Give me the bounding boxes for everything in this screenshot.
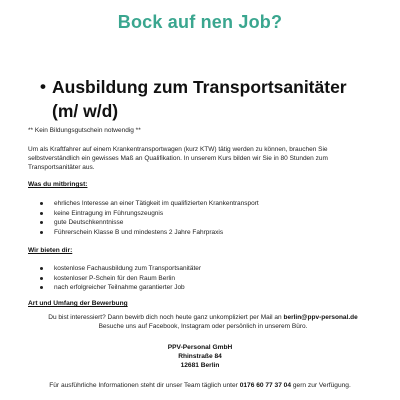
list-item: kostenloser P-Schein für den Raum Berlin [40, 274, 370, 284]
application-title: Art und Umfang der Bewerbung [28, 300, 128, 307]
social-line: Besuche uns auf Facebook, Instagram oder persönlich in unserem Büro. [98, 323, 308, 330]
bullet-icon [40, 267, 43, 270]
list-item: ehrliches Interesse an einer Tätigkeit im qualifizierten Krankentransport [40, 199, 370, 209]
bullet-icon [40, 231, 43, 234]
phone-number[interactable]: 0176 60 77 37 04 [239, 382, 292, 389]
company-city: 12681 Berlin [180, 362, 220, 369]
list-item: gute Deutschkenntnisse [40, 218, 370, 228]
requirements-title: Was du mitbringst: [28, 181, 88, 188]
headline: Bock auf nen Job? [117, 12, 283, 32]
job-title [40, 75, 375, 123]
bullet-icon [40, 277, 43, 280]
list-item: keine Eintragung im Führungszeugnis [40, 209, 370, 219]
requirements-list [40, 199, 370, 237]
bullet-icon [40, 202, 43, 205]
bullet-icon [40, 212, 43, 215]
funding-note: ** Kein Bildungsgutschein notwendig ** [28, 127, 141, 134]
company-address [0, 343, 400, 370]
list-item: kostenlose Fachausbildung zum Transportsanitäter [40, 264, 370, 274]
offers-title: Wir bieten dir: [28, 247, 73, 254]
offers-list [40, 264, 370, 293]
company-name: PPV-Personal GmbH [167, 344, 233, 351]
intro-paragraph: Um als Kraftfahrer auf einem Krankentransportwagen (kurz KTW) tätig werden zu können, brauchen Sie selbstverständlich ein gewisses Maß an Qualifikation. In unserem Kurs bilden wir Sie in 80 Stunden zum Transportsanitäter aus. [28, 146, 328, 171]
list-item: nach erfolgreicher Teilnahme garantierter Job [40, 283, 370, 293]
bullet-icon [40, 221, 43, 224]
job-title-text: Ausbildung zum Transportsanitäter (m/ w/d) [52, 77, 347, 121]
bullet-icon [40, 286, 43, 289]
list-item: Führerschein Klasse B und mindestens 2 Jahre Fahrpraxis [40, 228, 370, 238]
company-street: Rhinstraße 84 [178, 353, 222, 360]
email-link[interactable]: berlin@ppv-personal.de [283, 314, 358, 321]
bullet-icon: • [40, 77, 46, 96]
footer-info: Für ausführliche Informationen steht dir unser Team täglich unter 0176 60 77 37 04 gern zur Verfügung. [49, 382, 351, 389]
application-line: Du bist interessiert? Dann bewirb dich noch heute ganz unkompliziert per Mail an berlin@ppv-personal.de [48, 314, 358, 321]
